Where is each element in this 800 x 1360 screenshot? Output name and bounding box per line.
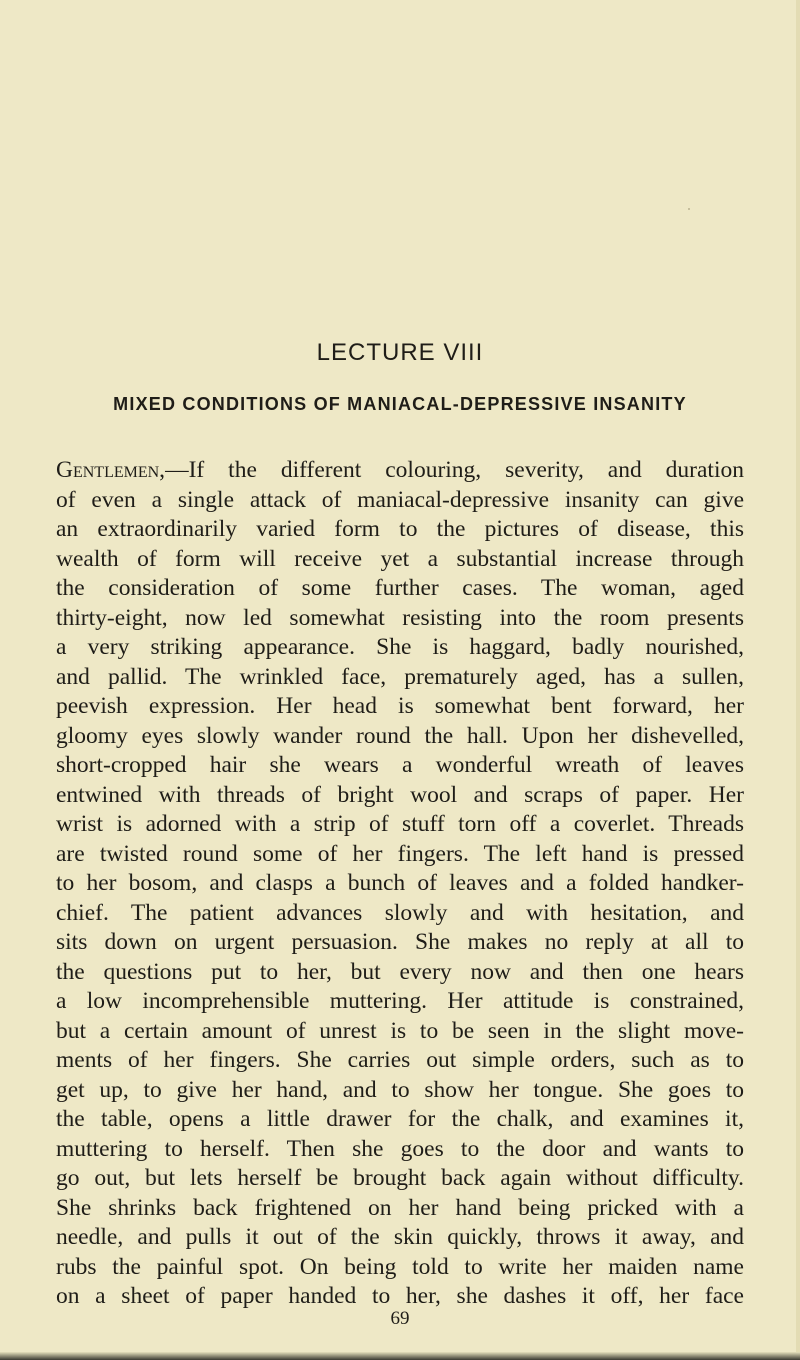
chapter-subtitle: MIXED CONDITIONS OF MANIACAL-DEPRESSIVE INSANITY xyxy=(113,394,687,414)
text-line: a very striking appearance. She is haggard, badly nourished, xyxy=(56,634,744,660)
chapter-title: LECTURE VIII xyxy=(316,339,484,366)
text-line: gloomy eyes slowly wander round the hall. Upon her dishevelled, xyxy=(56,722,744,749)
text-line: of even a single attack of maniacal-depressive insanity can give xyxy=(56,486,744,513)
text-line: rubs the painful spot. On being told to write her maiden name xyxy=(56,1253,744,1280)
body-paragraph xyxy=(56,456,744,1312)
page-bottom-edge xyxy=(0,1352,800,1360)
text-line: needle, and pulls it out of the skin quickly, throws it away, and xyxy=(56,1224,744,1250)
text-line: ments of her fingers. She carries out simple orders, such as to xyxy=(56,1047,744,1073)
page-right-edge xyxy=(796,0,800,1360)
text-line: peevish expression. Her head is somewhat bent forward, her xyxy=(56,693,744,719)
text-line: muttering to herself. Then she goes to the door and wants to xyxy=(56,1135,744,1162)
text-line: an extraordinarily varied form to the pictures of disease, this xyxy=(56,516,744,542)
text-line: wrist is adorned with a strip of stuff torn off a coverlet. Threads xyxy=(56,811,744,837)
text-line: entwined with threads of bright wool and scraps of paper. Her xyxy=(56,781,744,808)
text-line: chief. The patient advances slowly and with hesitation, and xyxy=(56,899,744,926)
salutation: Gentlemen, xyxy=(56,457,166,483)
text-line: to her bosom, and clasps a bunch of leaves and a folded handker- xyxy=(56,870,744,896)
text-line: thirty-eight, now led somewhat resisting into the room presents xyxy=(56,604,744,631)
paper-speck xyxy=(688,208,690,210)
text-line: on a sheet of paper handed to her, she dashes it off, her face xyxy=(56,1283,744,1309)
text-line: wealth of form will receive yet a substantial increase through xyxy=(56,545,744,572)
text-line xyxy=(56,456,744,486)
text-line: get up, to give her hand, and to show her tongue. She goes to xyxy=(56,1076,744,1103)
page-number: 69 xyxy=(390,1308,410,1329)
text-line: the questions put to her, but every now and then one hears xyxy=(56,958,744,985)
text-line: go out, but lets herself be brought back again without difficulty. xyxy=(56,1165,744,1191)
text-line: and pallid. The wrinkled face, prematurely aged, has a sullen, xyxy=(56,663,744,690)
text-line-content: —If the different colouring, severity, and duration xyxy=(165,457,744,483)
text-line: are twisted round some of her fingers. The left hand is pressed xyxy=(56,840,744,867)
text-line: She shrinks back frightened on her hand being pricked with a xyxy=(56,1194,744,1221)
text-line: but a certain amount of unrest is to be seen in the slight move- xyxy=(56,1017,744,1044)
text-line: the table, opens a little drawer for the chalk, and examines it, xyxy=(56,1106,744,1132)
text-line: the consideration of some further cases. The woman, aged xyxy=(56,575,744,601)
text-line: short-cropped hair she wears a wonderful wreath of leaves xyxy=(56,752,744,778)
text-line: a low incomprehensible muttering. Her attitude is constrained, xyxy=(56,988,744,1014)
text-line: sits down on urgent persuasion. She makes no reply at all to xyxy=(56,929,744,955)
